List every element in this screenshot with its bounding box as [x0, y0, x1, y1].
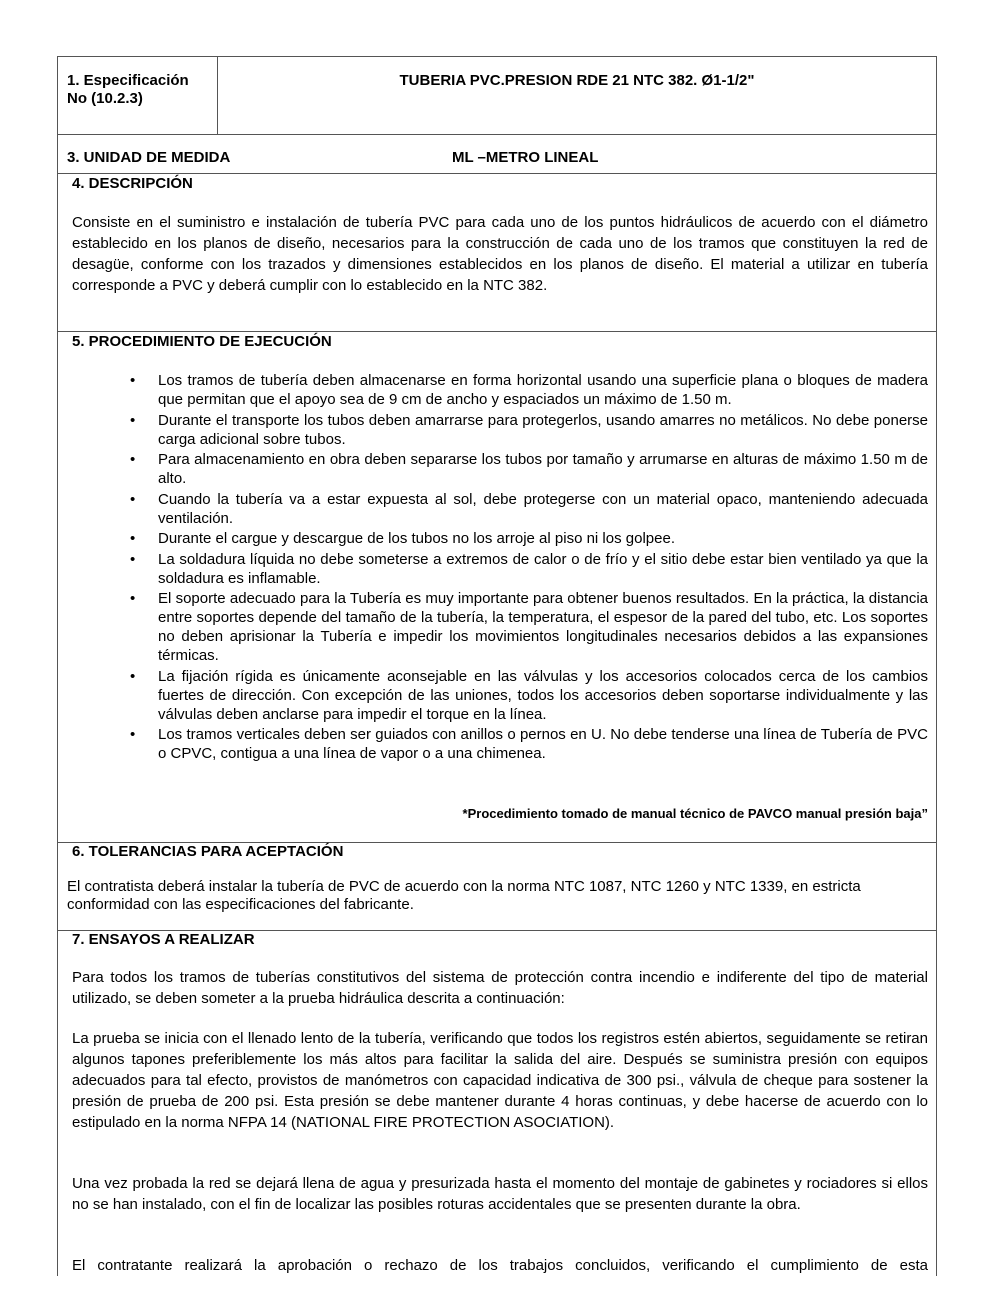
list-item: • Los tramos verticales deben ser guiados con anillos o pernos en U. No debe tenderse una línea de Tubería de PVC o CPVC, contigua a una línea de vapor o a una chimenea.	[158, 725, 928, 763]
tolerances-text: El contratista deberá instalar la tubería de PVC de acuerdo con la norma NTC 1087, NTC 1260 y NTC 1339, en estricta conformidad con las especificaciones del fabricante.	[67, 878, 861, 913]
header-divider	[217, 57, 218, 134]
spec-title: TUBERIA PVC.PRESION RDE 21 NTC 382. Ø1-1/2"	[399, 72, 755, 89]
unit-value: ML –METRO LINEAL	[452, 149, 599, 166]
procedure-note: *Procedimiento tomado de manual técnico de PAVCO manual presión baja”	[462, 806, 928, 821]
list-item: • Durante el transporte los tubos deben amarrarse para protegerlos, usando amarres no metálicos. No debe ponerse carga adicional sobre tubos.	[158, 411, 928, 449]
description-heading: 4. DESCRIPCIÓN	[72, 175, 193, 192]
list-item: • Los tramos de tubería deben almacenarse en forma horizontal usando una superficie plana o bloques de madera que permitan que el apoyo sea de 9 cm de ancho y espaciados un máximo de 1.50 m.	[158, 371, 928, 409]
tests-heading: 7. ENSAYOS A REALIZAR	[72, 931, 255, 948]
list-item: • La soldadura líquida no debe someterse a extremos de calor o de frío y el sitio debe estar bien ventilado ya que la soldadura es inflamable.	[158, 550, 928, 588]
procedure-list	[158, 371, 928, 765]
rule-unit	[58, 173, 936, 174]
list-item: • Durante el cargue y descargue de los tubos no los arroje al piso ni los golpee.	[158, 529, 928, 548]
spec-label-line2: No (10.2.3)	[67, 90, 143, 107]
list-item: • La fijación rígida es únicamente aconsejable en las válvulas y los accesorios colocados cerca de los cambios fuertes de dirección. Con excepción de las uniones, todos los accesorios deben soportarse individualmente y las válvulas deben anclarse para impedir el torque en la línea.	[158, 667, 928, 724]
list-item: • Para almacenamiento en obra deben separarse los tubos por tamaño y arrumarse en alturas de máximo 1.50 m de alto.	[158, 450, 928, 488]
rule-header	[58, 134, 936, 135]
description-text: Consiste en el suministro e instalación de tubería PVC para cada uno de los puntos hidráulicos de acuerdo con el diámetro establecido en los planos de diseño, necesarios para la construcción de cada uno de los tramos que constituyen la red de desagüe, conforme con los trazados y dimensiones establecidos en los planos de diseño. El material a utilizar en tubería corresponde a PVC y deberá cumplir con lo establecido en la NTC 382.	[72, 214, 928, 294]
spec-label-line1: 1. Especificación	[67, 72, 189, 89]
tests-paragraph-4: El contratante realizará la aprobación o rechazo de los trabajos concluidos, verificando el cumplimiento de esta	[72, 1257, 928, 1274]
procedure-heading: 5. PROCEDIMIENTO DE EJECUCIÓN	[72, 333, 332, 350]
unit-label: 3. UNIDAD DE MEDIDA	[67, 149, 231, 166]
tests-paragraph-3: Una vez probada la red se dejará llena de agua y presurizada hasta el momento del montaje de gabinetes y rociadores si ellos no se han instalado, con el fin de localizar las posibles roturas accidentales que se presenten durante la obra.	[72, 1175, 928, 1213]
rule-description	[58, 331, 936, 332]
spec-label	[67, 72, 189, 108]
tests-paragraph-1: Para todos los tramos de tuberías constitutivos del sistema de protección contra incendio e indiferente del tipo de material utilizado, se deben someter a la prueba hidráulica descrita a continuación:	[72, 969, 928, 1007]
tolerances-heading: 6. TOLERANCIAS PARA ACEPTACIÓN	[72, 843, 344, 860]
list-item: • El soporte adecuado para la Tubería es muy importante para obtener buenos resultados. En la práctica, la distancia entre soportes depende del tamaño de la tubería, la temperatura, el espesor de la pared del tubo, etc. Los soportes no deben aprisionar la Tubería e impedir los movimientos longitudinales necesarios debidos a las expansiones térmicas.	[158, 589, 928, 665]
tests-paragraph-2: La prueba se inicia con el llenado lento de la tubería, verificando que todos los registros estén abiertos, seguidamente se retiran algunos tapones preferiblemente los más altos para facilitar la salida del aire. Después se suministra presión con equipos adecuados para tal efecto, provistos de manómetros con capacidad indicativa de 300 psi., válvula de cheque para sostener la presión de prueba de 200 psi. Esta presión se debe mantener durante 4 horas continuas, y debe hacerse de acuerdo con lo estipulado en la norma NFPA 14 (NATIONAL FIRE PROTECTION ASOCIATION).	[72, 1030, 928, 1131]
list-item: • Cuando la tubería va a estar expuesta al sol, debe protegerse con un material opaco, manteniendo adecuada ventilación.	[158, 490, 928, 528]
